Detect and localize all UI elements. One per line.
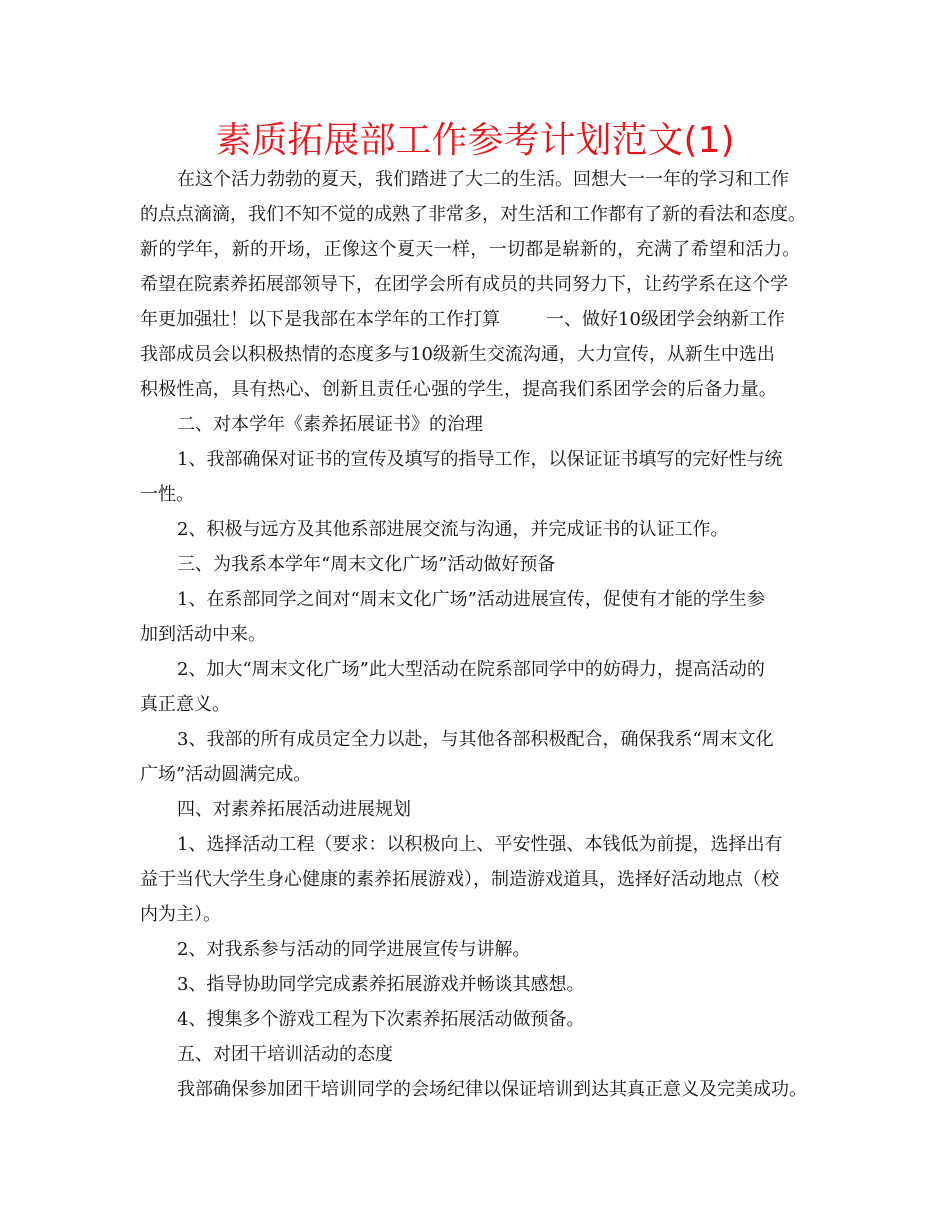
section-heading-2: 二、对本学年《素养拓展证书》的治理: [177, 414, 483, 435]
text-line: 我部成员会以积极热情的态度多与10级新生交流沟通，大力宣传，从新生中选出: [140, 344, 775, 365]
section-heading-1: 一、做好10级团学会纳新工作: [546, 309, 785, 330]
list-item: 3、我部的所有成员定全力以赴，与其他各部积极配合，确保我系“周末文化: [177, 729, 774, 750]
document-title: 素质拓展部工作参考计划范文(1): [215, 120, 735, 161]
text-line: 积极性高，具有热心、创新且责任心强的学生，提高我们系团学会的后备力量。: [140, 379, 777, 400]
section-heading-4: 四、对素养拓展活动进展规划: [177, 799, 411, 820]
text-line: 在这个活力勃勃的夏天，我们踏进了大二的生活。回想大一一年的学习和工作: [177, 169, 789, 190]
section-heading-3: 三、为我系本学年“周末文化广场”活动做好预备: [177, 554, 556, 575]
text-segment: 年更加强壮！以下是我部在本学年的工作打算: [140, 309, 500, 330]
list-item: 1、在系部同学之间对“周末文化广场”活动进展宣传，促使有才能的学生参: [177, 589, 765, 610]
text-line: 希望在院素养拓展部领导下，在团学会所有成员的共同努力下，让药学系在这个学: [140, 274, 788, 295]
text-line: 的点点滴滴，我们不知不觉的成熟了非常多，对生活和工作都有了新的看法和态度。: [140, 204, 806, 225]
list-item: 3、指导协助同学完成素养拓展游戏并畅谈其感想。: [177, 974, 585, 995]
list-item-continuation: 真正意义。: [140, 694, 230, 715]
list-item-continuation: 广场”活动圆满完成。: [140, 764, 312, 785]
section-heading-5: 五、对团干培训活动的态度: [177, 1044, 393, 1065]
list-item-continuation: 内为主）。: [140, 904, 221, 925]
list-item-continuation: 益于当代大学生身心健康的素养拓展游戏），制造游戏道具，选择好活动地点（校: [140, 869, 779, 890]
list-item: 2、对我系参与活动的同学进展宣传与讲解。: [177, 939, 531, 960]
text-line: 我部确保参加团干培训同学的会场纪律以保证培训到达其真正意义及完美成功。: [177, 1079, 807, 1100]
list-item: 2、加大“周末文化广场”此大型活动在院系部同学中的妨碍力，提高活动的: [177, 659, 765, 680]
document-body: [140, 162, 830, 1107]
list-item: 2、积极与远方及其他系部进展交流与沟通，并完成证书的认证工作。: [177, 519, 729, 540]
text-line: 新的学年，新的开场，正像这个夏天一样，一切都是崭新的，充满了希望和活力。: [140, 239, 801, 260]
list-item: 4、搜集多个游戏工程为下次素养拓展活动做预备。: [177, 1009, 585, 1030]
text-line: [140, 302, 830, 337]
list-item: 1、选择活动工程（要求：以积极向上、平安性强、本钱低为前提，选择出有: [177, 834, 783, 855]
list-item-continuation: 一性。: [140, 484, 194, 505]
list-item-continuation: 加到活动中来。: [140, 624, 266, 645]
list-item: 1、我部确保对证书的宣传及填写的指导工作，以保证证书填写的完好性与统: [177, 449, 783, 470]
